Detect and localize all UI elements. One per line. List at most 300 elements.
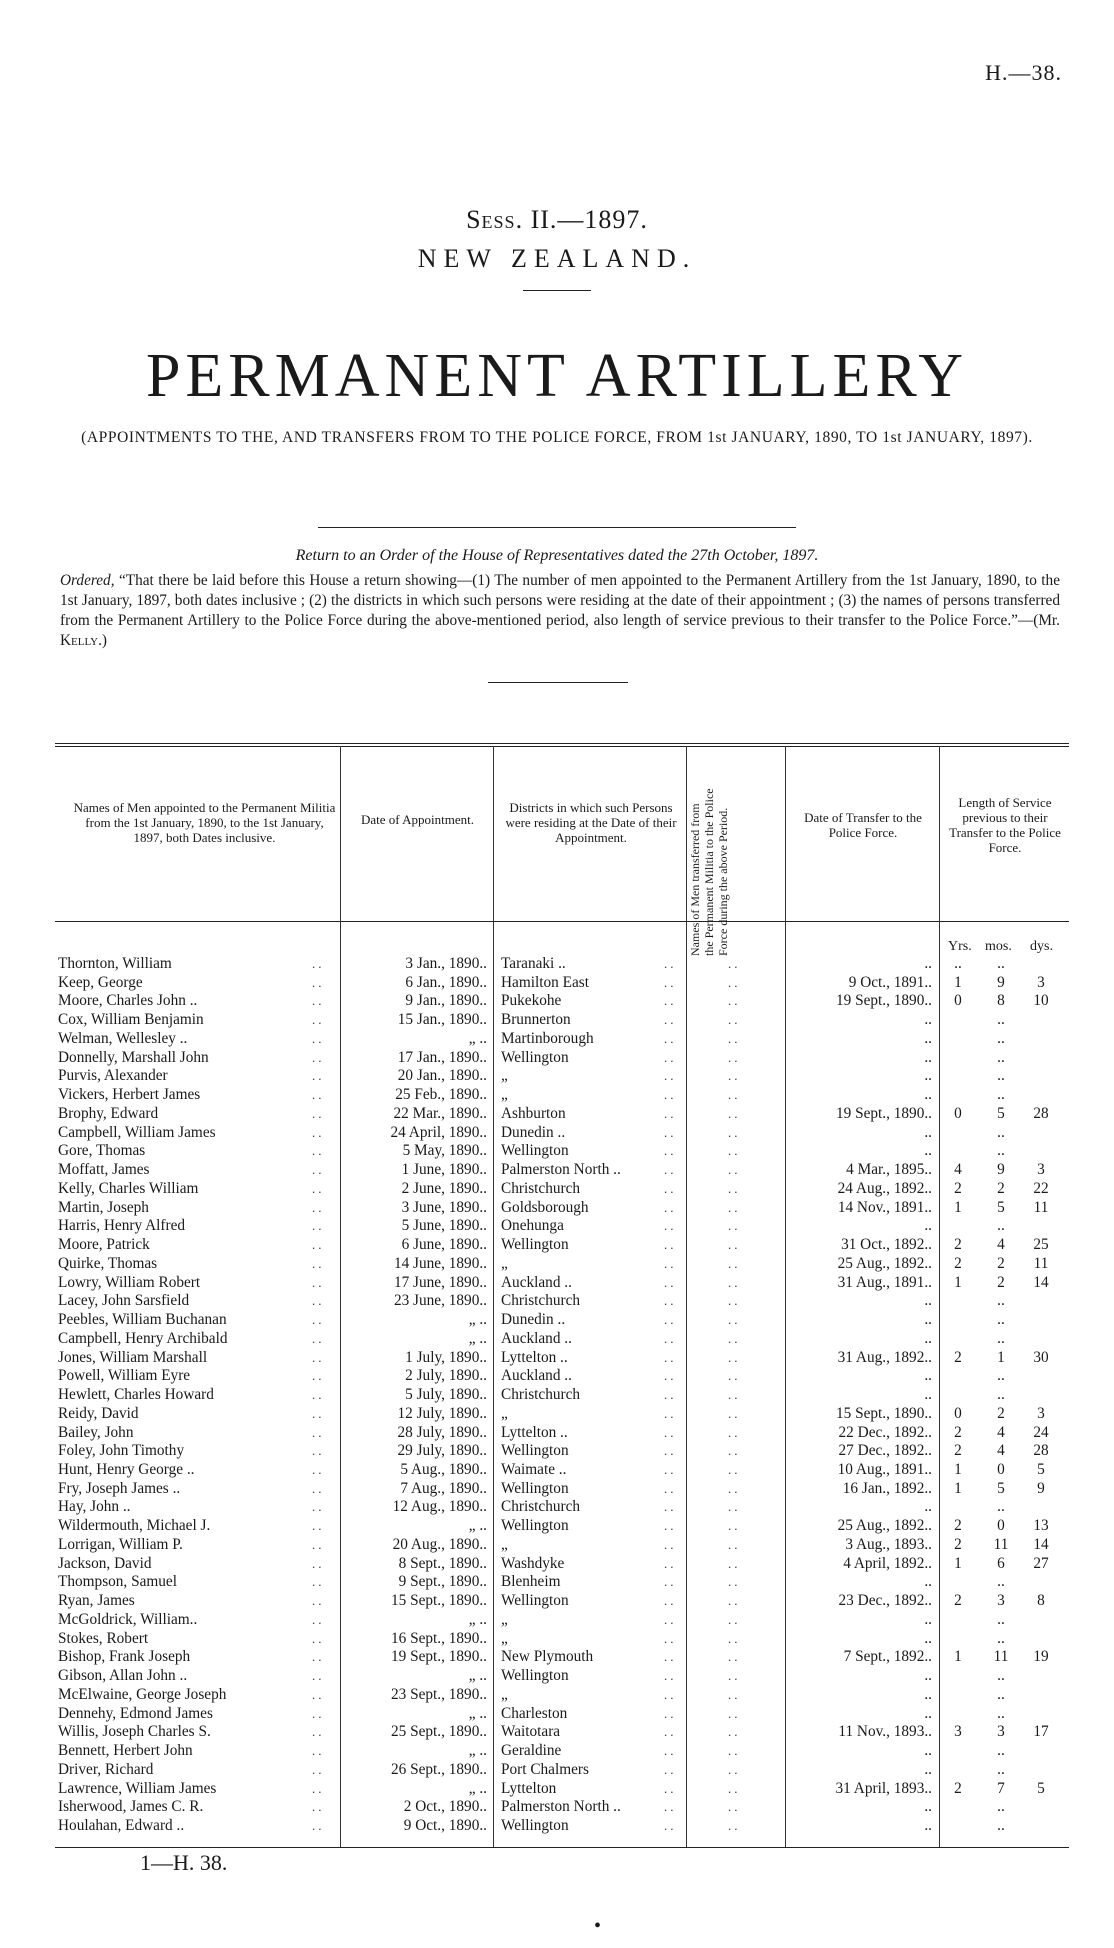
row-district: Wellington (501, 1667, 569, 1684)
header-transfer-date: Date of Transfer to the Police Force. (804, 810, 922, 840)
transferred-column-dots: .. (728, 1387, 741, 1402)
transferred-column-dots: .. (728, 1781, 741, 1796)
leader-dots: .. (312, 1237, 325, 1252)
row-yrs: 0 (954, 1105, 962, 1122)
transferred-column-dots: .. (728, 1068, 741, 1083)
row-mos: .. (997, 1573, 1005, 1590)
row-name: Bishop, Frank Joseph (58, 1648, 191, 1665)
transferred-column-dots: .. (728, 1481, 741, 1496)
row-transfer-date: 31 April, 1893.. (835, 1780, 932, 1797)
leader-dots: .. (312, 1143, 325, 1158)
row-dys: 8 (1037, 1592, 1045, 1609)
row-mos: .. (997, 1124, 1005, 1141)
leader-dots: .. (312, 1106, 325, 1121)
row-name: Welman, Wellesley .. (58, 1030, 188, 1047)
leader-dots: .. (664, 1724, 677, 1739)
row-yrs: 1 (954, 1461, 962, 1478)
row-district: Pukekohe (501, 992, 562, 1009)
row-name: Bennett, Herbert John (58, 1742, 193, 1759)
row-appointment-date: 1 July, 1890.. (405, 1349, 487, 1366)
row-dys: 24 (1033, 1424, 1049, 1441)
transferred-column-dots: .. (728, 1818, 741, 1833)
transferred-column-dots: .. (728, 1143, 741, 1158)
row-district: Wellington (501, 1049, 569, 1066)
transferred-column-dots: .. (728, 1799, 741, 1814)
row-dys: 5 (1037, 1461, 1045, 1478)
row-transfer-date: 22 Dec., 1892.. (838, 1424, 932, 1441)
row-appointment-date: 12 Aug., 1890.. (392, 1498, 487, 1515)
leader-dots: .. (312, 1537, 325, 1552)
member-name: Kelly (60, 632, 99, 649)
transferred-column-dots: .. (728, 1312, 741, 1327)
leader-dots: .. (664, 1218, 677, 1233)
row-mos: .. (997, 1705, 1005, 1722)
row-mos: .. (997, 1817, 1005, 1834)
row-name: Fry, Joseph James .. (58, 1480, 181, 1497)
row-name: Houlahan, Edward .. (58, 1817, 185, 1834)
leader-dots: .. (312, 1125, 325, 1140)
row-district: Geraldine (501, 1742, 562, 1759)
row-dys: 3 (1037, 1405, 1045, 1422)
row-district: Wellington (501, 1480, 569, 1497)
row-district: Lyttelton (501, 1780, 557, 1797)
row-district: Waitotara (501, 1723, 561, 1740)
leader-dots: .. (664, 1087, 677, 1102)
transferred-column-dots: .. (728, 1668, 741, 1683)
row-appointment-date: 17 June, 1890.. (393, 1274, 487, 1291)
column-divider (686, 921, 687, 1847)
row-transfer-date: .. (924, 1011, 932, 1028)
row-appointment-date: 3 June, 1890.. (401, 1199, 487, 1216)
row-appointment-date: „ .. (468, 1311, 487, 1328)
row-name: Purvis, Alexander (58, 1067, 168, 1084)
leader-dots: .. (312, 1631, 325, 1646)
document-subtitle: (APPOINTMENTS TO THE, AND TRANSFERS FROM TO THE POLICE FORCE, FROM 1st JANUARY, 1890, TO 1st JANUARY, 1897). (81, 429, 1033, 446)
divider (523, 290, 591, 291)
row-name: Gore, Thomas (58, 1142, 146, 1159)
row-district: „ (501, 1086, 508, 1103)
column-divider (785, 921, 786, 1847)
row-dys: 22 (1033, 1180, 1049, 1197)
header-district: Districts in which such Persons were residing at the Date of their Appointment. (505, 800, 677, 845)
leader-dots: .. (312, 1556, 325, 1571)
row-mos: 9 (997, 974, 1005, 991)
leader-dots: .. (312, 1368, 325, 1383)
row-district: Christchurch (501, 1180, 581, 1197)
row-mos: 9 (997, 1161, 1005, 1178)
transferred-column-dots: .. (728, 1087, 741, 1102)
row-appointment-date: 28 July, 1890.. (397, 1424, 487, 1441)
row-transfer-date: 10 Aug., 1891.. (837, 1461, 932, 1478)
divider (488, 682, 628, 683)
leader-dots: .. (312, 1387, 325, 1402)
leader-dots: .. (312, 1518, 325, 1533)
row-mos: 6 (997, 1555, 1005, 1572)
row-name: Donnelly, Marshall John (58, 1049, 209, 1066)
row-name: Keep, George (58, 974, 143, 991)
row-dys: 25 (1033, 1236, 1049, 1253)
leader-dots: .. (664, 1799, 677, 1814)
row-yrs: 1 (954, 1199, 962, 1216)
row-dys: 27 (1033, 1555, 1049, 1572)
row-appointment-date: 5 June, 1890.. (401, 1217, 487, 1234)
row-transfer-date: .. (924, 1217, 932, 1234)
row-district: Christchurch (501, 1386, 581, 1403)
leader-dots: .. (312, 1499, 325, 1514)
transferred-column-dots: .. (728, 1031, 741, 1046)
row-name: McElwaine, George Joseph (58, 1686, 227, 1703)
row-transfer-date: 9 Oct., 1891.. (848, 974, 932, 991)
row-name: Foley, John Timothy (58, 1442, 185, 1459)
transferred-column-dots: .. (728, 1518, 741, 1533)
row-mos: .. (997, 1311, 1005, 1328)
row-name: Hunt, Henry George .. (58, 1461, 195, 1478)
row-mos: .. (997, 1761, 1005, 1778)
row-district: Wellington (501, 1517, 569, 1534)
leader-dots: .. (664, 1106, 677, 1121)
leader-dots: .. (664, 1443, 677, 1458)
transferred-column-dots: .. (728, 1237, 741, 1252)
transferred-column-dots: .. (728, 1425, 741, 1440)
transferred-column-dots: .. (728, 1162, 741, 1177)
leader-dots: .. (312, 1743, 325, 1758)
column-divider (939, 921, 940, 1847)
leader-dots: .. (312, 993, 325, 1008)
leader-dots: .. (664, 1275, 677, 1290)
row-name: Isherwood, James C. R. (58, 1798, 204, 1815)
row-appointment-date: 15 Jan., 1890.. (397, 1011, 487, 1028)
row-appointment-date: 6 June, 1890.. (401, 1236, 487, 1253)
row-district: Lyttelton .. (501, 1349, 568, 1366)
leader-dots: .. (664, 1256, 677, 1271)
row-mos: .. (997, 1498, 1005, 1515)
row-yrs: 2 (954, 1517, 962, 1534)
row-mos: .. (997, 1217, 1005, 1234)
leader-dots: .. (312, 1593, 325, 1608)
leader-dots: .. (664, 1649, 677, 1664)
row-name: Kelly, Charles William (58, 1180, 199, 1197)
row-yrs: 2 (954, 1180, 962, 1197)
row-name: Moore, Charles John .. (58, 992, 198, 1009)
leader-dots: .. (664, 1406, 677, 1421)
row-dys: 3 (1037, 974, 1045, 991)
row-district: Waimate .. (501, 1461, 567, 1478)
row-mos: .. (997, 955, 1005, 972)
leader-dots: .. (664, 1068, 677, 1083)
leader-dots: .. (312, 1443, 325, 1458)
transferred-column-dots: .. (728, 1462, 741, 1477)
leader-dots: .. (312, 1293, 325, 1308)
row-name: Gibson, Allan John .. (58, 1667, 188, 1684)
row-appointment-date: 23 Sept., 1890.. (390, 1686, 487, 1703)
row-appointment-date: „ .. (468, 1517, 487, 1534)
row-yrs: 2 (954, 1442, 962, 1459)
row-mos: 3 (997, 1592, 1005, 1609)
leader-dots: .. (664, 1350, 677, 1365)
footer-reference: 1—H. 38. (140, 1850, 228, 1875)
row-district: Christchurch (501, 1292, 581, 1309)
leader-dots: .. (312, 1799, 325, 1814)
row-name: Dennehy, Edmond James (58, 1705, 213, 1722)
row-appointment-date: 5 Aug., 1890.. (400, 1461, 487, 1478)
row-appointment-date: 19 Sept., 1890.. (390, 1648, 487, 1665)
leader-dots: .. (312, 1256, 325, 1271)
row-name: Willis, Joseph Charles S. (58, 1723, 211, 1740)
row-appointment-date: „ .. (468, 1667, 487, 1684)
row-yrs: 1 (954, 1648, 962, 1665)
row-appointment-date: 23 June, 1890.. (393, 1292, 487, 1309)
row-transfer-date: .. (924, 1611, 932, 1628)
document-title: PERMANENT ARTILLERY (145, 342, 969, 410)
row-appointment-date: 25 Sept., 1890.. (390, 1723, 487, 1740)
row-appointment-date: 15 Sept., 1890.. (390, 1592, 487, 1609)
leader-dots: .. (664, 1593, 677, 1608)
return-line: Return to an Order of the House of Representatives dated the 27th October, 1897. (295, 547, 819, 564)
leader-dots: .. (312, 1181, 325, 1196)
leader-dots: .. (664, 1631, 677, 1646)
row-district: Palmerston North .. (501, 1798, 621, 1815)
row-district: Auckland .. (501, 1367, 572, 1384)
leader-dots: .. (664, 1499, 677, 1514)
column-divider (686, 746, 687, 921)
row-appointment-date: 14 June, 1890.. (393, 1255, 487, 1272)
transferred-column-dots: .. (728, 1706, 741, 1721)
row-transfer-date: 19 Sept., 1890.. (835, 1105, 932, 1122)
row-mos: 5 (997, 1480, 1005, 1497)
row-name: McGoldrick, William.. (58, 1611, 198, 1628)
row-yrs: 2 (954, 1592, 962, 1609)
row-transfer-date: .. (924, 1630, 932, 1647)
leader-dots: .. (312, 1068, 325, 1083)
transferred-column-dots: .. (728, 1106, 741, 1121)
row-name: Lawrence, William James (58, 1780, 217, 1797)
row-district: Washdyke (501, 1555, 565, 1572)
row-yrs: 2 (954, 1536, 962, 1553)
row-appointment-date: 20 Jan., 1890.. (397, 1067, 487, 1084)
transferred-column-dots: .. (728, 1743, 741, 1758)
row-mos: 4 (997, 1236, 1005, 1253)
row-transfer-date: .. (924, 1705, 932, 1722)
transferred-column-dots: .. (728, 1256, 741, 1271)
row-appointment-date: 9 Oct., 1890.. (403, 1817, 487, 1834)
row-yrs: 1 (954, 1274, 962, 1291)
header-yrs: Yrs. (948, 939, 972, 954)
row-transfer-date: .. (924, 1498, 932, 1515)
leader-dots: .. (312, 1275, 325, 1290)
row-appointment-date: 12 July, 1890.. (397, 1405, 487, 1422)
row-mos: 7 (997, 1780, 1005, 1797)
row-mos: 8 (997, 992, 1005, 1009)
row-transfer-date: 27 Dec., 1892.. (838, 1442, 932, 1459)
row-mos: 2 (997, 1405, 1005, 1422)
row-district: Dunedin .. (501, 1124, 566, 1141)
row-name: Lacey, John Sarsfield (58, 1292, 190, 1309)
row-district: Taranaki .. (501, 955, 566, 972)
transferred-column-dots: .. (728, 1350, 741, 1365)
session-line (0, 205, 1114, 235)
leader-dots: .. (664, 1162, 677, 1177)
header-dys: dys. (1030, 939, 1053, 954)
leader-dots: .. (312, 1724, 325, 1739)
leader-dots: .. (312, 1818, 325, 1833)
row-mos: .. (997, 1667, 1005, 1684)
row-name: Wildermouth, Michael J. (58, 1517, 211, 1534)
row-mos: 3 (997, 1723, 1005, 1740)
leader-dots: .. (664, 1556, 677, 1571)
row-transfer-date: 24 Aug., 1892.. (837, 1180, 932, 1197)
row-mos: 4 (997, 1442, 1005, 1459)
row-mos: .. (997, 1386, 1005, 1403)
transferred-column-dots: .. (728, 1556, 741, 1571)
row-appointment-date: 9 Sept., 1890.. (398, 1573, 487, 1590)
row-district: Hamilton East (501, 974, 589, 991)
leader-dots: .. (664, 956, 677, 971)
row-yrs: 0 (954, 1405, 962, 1422)
row-district: Blenheim (501, 1573, 561, 1590)
row-name: Quirke, Thomas (58, 1255, 158, 1272)
table-bottom-rule (55, 1847, 1069, 1848)
row-mos: 0 (997, 1461, 1005, 1478)
transferred-column-dots: .. (728, 1218, 741, 1233)
row-appointment-date: „ .. (468, 1705, 487, 1722)
row-dys: 13 (1033, 1517, 1049, 1534)
row-mos: .. (997, 1067, 1005, 1084)
row-transfer-date: .. (924, 1124, 932, 1141)
row-mos: 11 (993, 1648, 1009, 1665)
row-dys: 9 (1037, 1480, 1045, 1497)
header-names: Names of Men appointed to the Permanent Militia from the 1st January, 1890, to the 1st January, 1897, both Dates inclusive. (73, 800, 336, 845)
divider (318, 527, 796, 528)
row-yrs: 0 (954, 992, 962, 1009)
row-dys: 28 (1033, 1105, 1049, 1122)
row-district: „ (501, 1686, 508, 1703)
row-district: „ (501, 1255, 508, 1272)
row-appointment-date: „ .. (468, 1611, 487, 1628)
row-mos: 2 (997, 1255, 1005, 1272)
row-mos: 4 (997, 1424, 1005, 1441)
row-yrs: .. (954, 955, 962, 972)
leader-dots: .. (312, 1574, 325, 1589)
transferred-column-dots: .. (728, 1331, 741, 1346)
row-yrs: 4 (954, 1161, 962, 1178)
leader-dots: .. (664, 1425, 677, 1440)
row-appointment-date: 22 Mar., 1890.. (393, 1105, 487, 1122)
row-district: Auckland .. (501, 1274, 572, 1291)
transferred-column-dots: .. (728, 1593, 741, 1608)
leader-dots: .. (312, 1218, 325, 1233)
row-appointment-date: „ .. (468, 1330, 487, 1347)
row-dys: 11 (1033, 1255, 1049, 1272)
table-top-rule (55, 746, 1069, 747)
header-transferred: Names of Men transferred from the Permanent Militia to the Police Force during the above Period. (688, 788, 730, 956)
row-mos: .. (997, 1142, 1005, 1159)
leader-dots: .. (664, 1125, 677, 1140)
leader-dots: .. (312, 1762, 325, 1777)
row-appointment-date: 8 Sept., 1890.. (398, 1555, 487, 1572)
leader-dots: .. (312, 1668, 325, 1683)
row-transfer-date: .. (924, 1067, 932, 1084)
country-line: NEW ZEALAND. (417, 244, 697, 273)
leader-dots: .. (664, 1293, 677, 1308)
row-appointment-date: „ .. (468, 1742, 487, 1759)
leader-dots: .. (664, 1743, 677, 1758)
leader-dots: .. (312, 1350, 325, 1365)
row-appointment-date: 26 Sept., 1890.. (390, 1761, 487, 1778)
row-transfer-date: 14 Nov., 1891.. (837, 1199, 932, 1216)
printer-dot: • (594, 1915, 602, 1937)
row-mos: .. (997, 1611, 1005, 1628)
row-transfer-date: .. (924, 1667, 932, 1684)
row-mos: 5 (997, 1199, 1005, 1216)
leader-dots: .. (312, 1331, 325, 1346)
header-mos: mos. (985, 939, 1012, 954)
row-transfer-date: .. (924, 1386, 932, 1403)
leader-dots: .. (664, 1706, 677, 1721)
row-mos: 5 (997, 1105, 1005, 1122)
row-mos: .. (997, 1798, 1005, 1815)
row-appointment-date: „ .. (468, 1780, 487, 1797)
row-transfer-date: 25 Aug., 1892.. (837, 1517, 932, 1534)
transferred-column-dots: .. (728, 956, 741, 971)
table-top-rule (55, 743, 1069, 744)
row-district: „ (501, 1536, 508, 1553)
row-district: Wellington (501, 1442, 569, 1459)
session-prefix: Sess. (466, 205, 524, 234)
row-district: Ashburton (501, 1105, 566, 1122)
row-district: „ (501, 1630, 508, 1647)
row-yrs: 2 (954, 1236, 962, 1253)
leader-dots: .. (312, 1087, 325, 1102)
leader-dots: .. (664, 975, 677, 990)
row-transfer-date: .. (924, 1086, 932, 1103)
row-name: Martin, Joseph (58, 1199, 149, 1216)
row-appointment-date: 1 June, 1890.. (401, 1161, 487, 1178)
leader-dots: .. (664, 1687, 677, 1702)
row-appointment-date: 29 July, 1890.. (397, 1442, 487, 1459)
leader-dots: .. (664, 1368, 677, 1383)
row-district: Port Chalmers (501, 1761, 589, 1778)
row-district: „ (501, 1405, 508, 1422)
leader-dots: .. (664, 1668, 677, 1683)
row-name: Powell, William Eyre (58, 1367, 191, 1384)
header-appointment-date: Date of Appointment. (360, 812, 474, 827)
transferred-column-dots: .. (728, 1368, 741, 1383)
row-appointment-date: 5 May, 1890.. (402, 1142, 487, 1159)
leader-dots: .. (664, 1387, 677, 1402)
leader-dots: .. (312, 1162, 325, 1177)
row-mos: .. (997, 1330, 1005, 1347)
row-mos: 2 (997, 1274, 1005, 1291)
row-transfer-date: .. (924, 1330, 932, 1347)
row-district: Goldsborough (501, 1199, 589, 1216)
row-district: „ (501, 1067, 508, 1084)
row-district: Wellington (501, 1817, 569, 1834)
row-transfer-date: .. (924, 1292, 932, 1309)
row-appointment-date: „ .. (468, 1030, 487, 1047)
row-name: Bailey, John (58, 1424, 134, 1441)
leader-dots: .. (664, 1331, 677, 1346)
transferred-column-dots: .. (728, 1499, 741, 1514)
leader-dots: .. (312, 975, 325, 990)
row-mos: .. (997, 1086, 1005, 1103)
row-name: Jones, William Marshall (58, 1349, 208, 1366)
column-divider (340, 746, 341, 921)
row-name: Lorrigan, William P. (58, 1536, 183, 1553)
row-transfer-date: 4 Mar., 1895.. (846, 1161, 932, 1178)
column-divider (493, 921, 494, 1847)
row-district: Martinborough (501, 1030, 594, 1047)
row-mos: 1 (997, 1349, 1005, 1366)
